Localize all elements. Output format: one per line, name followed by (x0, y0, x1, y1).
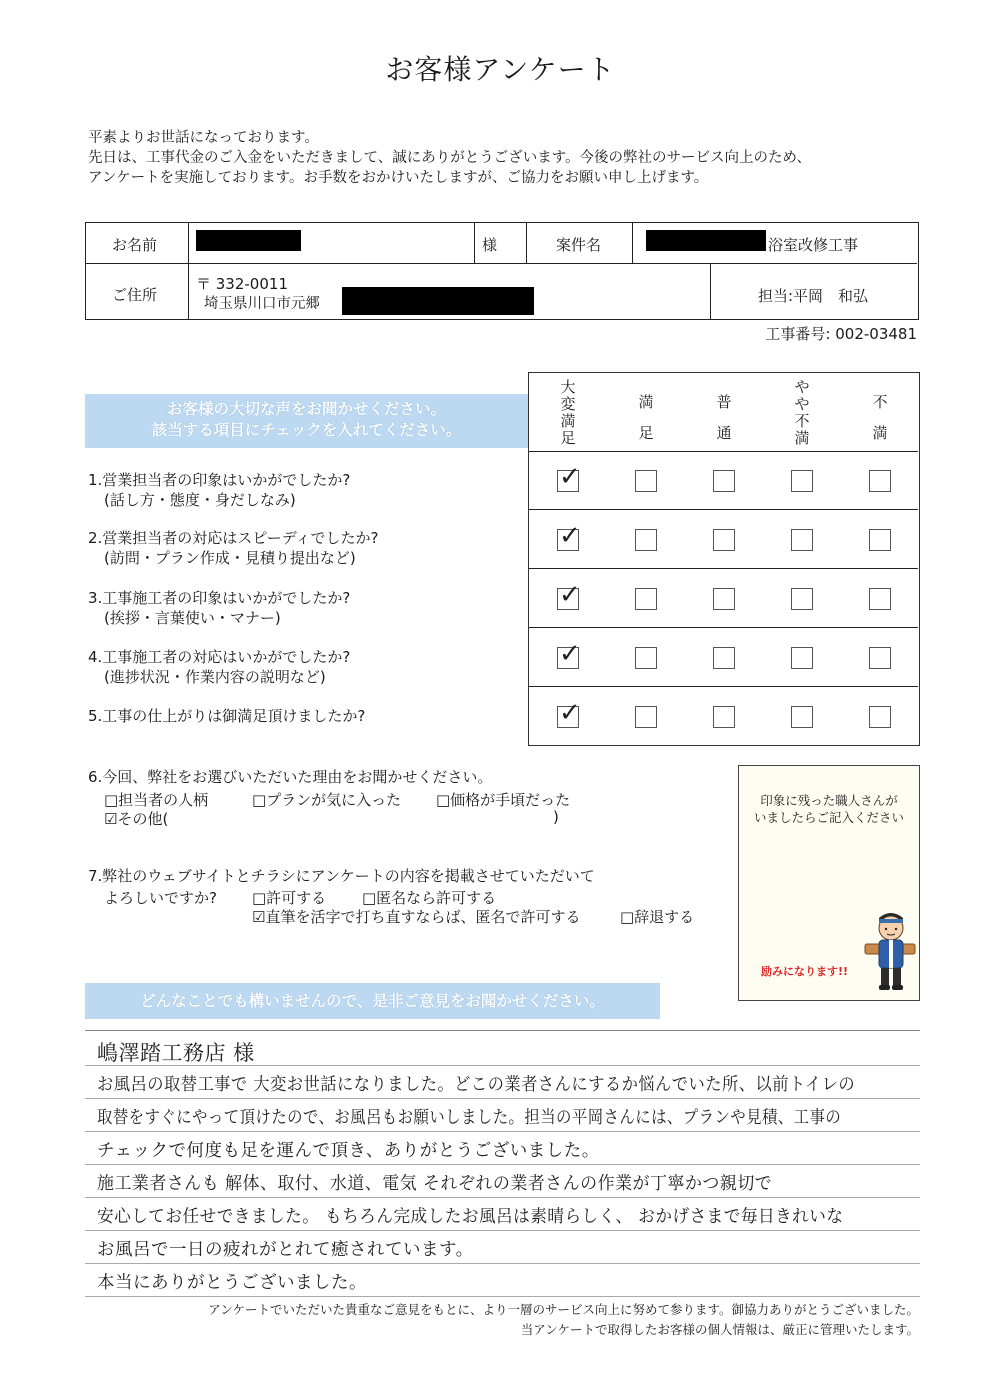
comment-line: お風呂で一日の疲れがとれて癒されています。 (97, 1240, 474, 1260)
header-somewhat-dissatisfied: や や 不 満 (794, 378, 810, 447)
encouragement-text: 励みになります!! (761, 965, 849, 978)
address-label: ご住所 (112, 286, 158, 304)
rating-checkbox[interactable] (713, 706, 735, 728)
rating-checkbox[interactable] (791, 529, 813, 551)
work-number: 工事番号: 002-03481 (765, 325, 917, 343)
rating-checkbox[interactable] (869, 470, 891, 492)
comment-line: 取替をすぐにやって頂けたので、お風呂もお願いしました。担当の平岡さんには、プランや見積、工事の (97, 1108, 842, 1128)
q6-option-plan[interactable]: □プランが気に入った (252, 791, 402, 809)
comment-area (85, 1030, 920, 1297)
question-5: 5.工事の仕上がりは御満足頂けましたか? (88, 707, 366, 725)
rating-checkbox[interactable] (869, 647, 891, 669)
q6-option-price[interactable]: □価格が手頃だった (436, 791, 571, 809)
check-mark-icon: ✓ (559, 462, 581, 492)
question-7-cont: よろしいですか? (104, 889, 217, 907)
postal-code: 〒 332-0011 (196, 275, 288, 293)
address: 埼玉県川口市元郷 (204, 296, 320, 312)
header-satisfied: 満 足 (638, 393, 654, 442)
check-mark-icon: ✓ (559, 521, 581, 551)
rating-checkbox[interactable] (713, 470, 735, 492)
rating-checkbox[interactable] (791, 470, 813, 492)
rating-checkbox[interactable] (635, 529, 657, 551)
rating-checkbox[interactable] (869, 706, 891, 728)
staff-name: 担当:平岡 和弘 (758, 287, 869, 305)
intro-line: 先日は、工事代金のご入金をいただきまして、誠にありがとうございます。今後の弊社のサービス向上のため、 (88, 150, 811, 166)
customer-info-table (85, 222, 919, 320)
question-6: 6.今回、弊社をお選びいただいた理由をお聞かせください。 (88, 768, 493, 786)
craftsman-prompt: 印象に残った職人さんが いましたらご記入ください (753, 793, 904, 825)
question-7: 7.弊社のウェブサイトとチラシにアンケートの内容を掲載させていただいて (88, 867, 595, 885)
rating-grid (528, 372, 920, 746)
header-very-satisfied: 大 変 満 足 (560, 378, 576, 447)
check-mark-icon: ✓ (559, 698, 581, 728)
comment-banner: どんなことでも構いませんので、是非ご意見をお聞かせください。 (85, 983, 660, 1019)
header-dissatisfied: 不 満 (872, 393, 888, 442)
comment-line: 安心してお任せできました。 もちろん完成したお風呂は素晴らしく、 おかげさまで毎日きれいな (97, 1207, 844, 1227)
redacted-project (646, 230, 766, 251)
check-mark-icon: ✓ (559, 580, 581, 610)
rating-checkbox[interactable] (791, 706, 813, 728)
intro-line: アンケートを実施しております。お手数をおかけいたしますが、ご協力をお願い申し上げます。 (88, 170, 709, 186)
check-mark-icon: ✓ (559, 639, 581, 669)
header-normal: 普 通 (716, 393, 732, 442)
project-label: 案件名 (556, 236, 602, 254)
comment-line: 施工業者さんも 解体、取付、水道、電気 それぞれの業者さんの作業が丁寧かつ親切で (97, 1174, 773, 1194)
q7-option-retype[interactable]: ☑直筆を活字で打ち直すならば、匿名で許可する (252, 908, 581, 926)
question-3: 3.工事施工者の印象はいかがでしたか? (挨拶・言葉使い・マナー) (88, 589, 351, 627)
rating-checkbox[interactable] (869, 588, 891, 610)
banner-line: お客様の大切な声をお聞かせください。 (166, 400, 446, 418)
redacted-name (196, 230, 301, 251)
comment-line: 嶋澤踏工務店 様 (97, 1041, 255, 1065)
rating-checkbox[interactable] (791, 588, 813, 610)
rating-checkbox[interactable] (713, 529, 735, 551)
comment-line: 本当にありがとうございました。 (97, 1273, 367, 1293)
footer-thanks: アンケートでいただいた貴重なご意見をもとに、より一層のサービス向上に努めて参ります。御協力ありがとうございました。 (208, 1302, 919, 1317)
craftsman-box (738, 765, 920, 1001)
intro-text (88, 128, 811, 188)
rating-checkbox[interactable] (635, 588, 657, 610)
question-2: 2.営業担当者の対応はスピーディでしたか? (訪問・プラン作成・見積り提出など) (88, 529, 379, 567)
instruction-banner (85, 394, 528, 448)
q6-other-close: ) (553, 808, 559, 826)
rating-checkbox[interactable] (713, 647, 735, 669)
comment-line: チェックで何度も足を運んで頂き、ありがとうございました。 (97, 1141, 600, 1161)
rating-checkbox[interactable] (635, 470, 657, 492)
q6-option-staff[interactable]: □担当者の人柄 (104, 791, 209, 809)
q7-option-anonymous[interactable]: □匿名なら許可する (362, 889, 497, 907)
banner-line: 該当する項目にチェックを入れてください。 (151, 421, 462, 439)
q6-option-other[interactable]: ☑その他( (104, 810, 169, 828)
rating-checkbox[interactable] (635, 647, 657, 669)
redacted-address (342, 287, 534, 315)
honorific: 様 (482, 236, 498, 254)
craftsman-illustration (863, 906, 919, 992)
q7-option-allow[interactable]: □許可する (252, 889, 327, 907)
q7-option-decline[interactable]: □辞退する (620, 908, 695, 926)
intro-line: 平素よりお世話になっております。 (88, 130, 319, 146)
rating-checkbox[interactable] (713, 588, 735, 610)
rating-checkbox[interactable] (869, 529, 891, 551)
rating-checkbox[interactable] (635, 706, 657, 728)
comment-line: お風呂の取替工事で 大変お世話になりました。どこの業者さんにするか悩んでいた所、以前トイレの (97, 1075, 856, 1095)
rating-checkbox[interactable] (791, 647, 813, 669)
footer-privacy: 当アンケートで取得したお客様の個人情報は、厳正に管理いたします。 (520, 1322, 919, 1337)
name-label: お名前 (112, 236, 158, 254)
project-name: 浴室改修工事 (768, 236, 859, 254)
page-title: お客様アンケート (385, 53, 616, 86)
question-4: 4.工事施工者の対応はいかがでしたか? (進捗状況・作業内容の説明など) (88, 648, 351, 686)
question-1: 1.営業担当者の印象はいかがでしたか? (話し方・態度・身だしなみ) (88, 471, 351, 509)
